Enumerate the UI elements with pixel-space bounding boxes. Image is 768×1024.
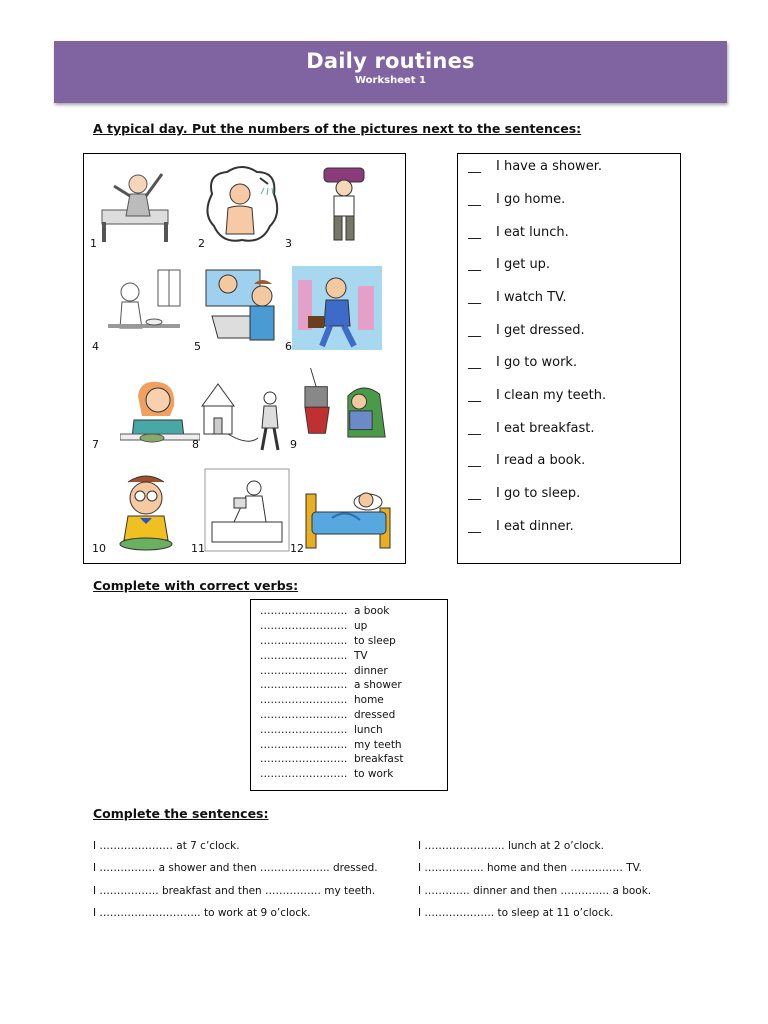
sentence-right-4: I ……………….. to sleep at 11 o’clock. [418,907,614,919]
answer-blank[interactable]: __ [468,192,481,207]
sentence-item [468,290,566,305]
verb-item [260,709,395,721]
verb-blank[interactable]: ……………………. [260,739,348,751]
verb-complement: to sleep [354,635,396,647]
answer-blank[interactable]: __ [468,159,481,174]
verb-item [260,724,383,736]
verb-item [260,665,388,677]
brushing-teeth-icon [202,266,282,350]
sentence-item [468,453,585,468]
sentence-text: I watch TV. [496,290,567,305]
answer-blank[interactable]: __ [468,290,481,305]
sentence-right-1: I ………………….. lunch at 2 o’clock. [418,840,604,852]
reading-book-icon [204,468,290,552]
verb-complement: a book [354,605,390,617]
eating-dinner-icon [106,470,186,554]
sentence-item [468,192,565,207]
verb-complement: up [354,620,368,632]
sentence-left-1: I ………………… at 7 c’clock. [93,840,240,852]
verb-complement: to work [354,768,394,780]
verb-blank[interactable]: ……………………. [260,679,348,691]
picture-number: 1 [90,237,97,250]
verb-item [260,635,396,647]
verb-complement: home [354,694,384,706]
sentence-left-2: I ……………. a shower and then ……………….. dressed. [93,862,378,874]
picture-number: 8 [192,438,199,451]
sentence-text: I have a shower. [496,159,602,174]
sentence-text: I clean my teeth. [496,388,607,403]
sentence-item [468,159,602,174]
sentence-text: I go to sleep. [496,486,581,501]
answer-blank[interactable]: __ [468,453,481,468]
sentence-item [468,388,606,403]
watching-tv-icon [298,368,394,452]
verb-complement: dinner [354,665,388,677]
answer-blank[interactable]: __ [468,257,481,272]
verb-item [260,768,393,780]
verb-blank[interactable]: ……………………. [260,635,348,647]
verb-item [260,739,402,751]
verb-item [260,605,389,617]
sentence-item [468,323,585,338]
verb-complement: TV [354,650,368,662]
verb-blank[interactable]: ……………………. [260,768,348,780]
verb-blank[interactable]: ……………………. [260,753,348,765]
section1-instruction: A typical day. Put the numbers of the pictures next to the sentences: [93,121,582,136]
sentence-item [468,486,580,501]
answer-blank[interactable]: __ [468,355,481,370]
sentence-left-4: I ……………………….. to work at 9 o’clock. [93,907,311,919]
sentence-item [468,355,577,370]
verb-item [260,650,368,662]
answer-blank[interactable]: __ [468,486,481,501]
sentence-text: I get dressed. [496,323,585,338]
sentence-left-3: I …………….. breakfast and then ……………. my teeth. [93,885,376,897]
getting-dressed-icon [306,162,386,246]
picture-number: 10 [92,542,106,555]
title-banner [54,41,727,103]
verb-blank[interactable]: ……………………. [260,665,348,677]
sentence-text: I read a book. [496,453,586,468]
answer-blank[interactable]: __ [468,388,481,403]
sentence-right-2: I …………….. home and then …………… TV. [418,862,642,874]
verb-item [260,620,367,632]
sentence-text: I go home. [496,192,566,207]
sentence-text: I eat lunch. [496,225,569,240]
verb-complement: my teeth [354,739,402,751]
sentences-box [457,153,681,564]
picture-number: 9 [290,438,297,451]
sentence-right-3: I …………. dinner and then ………….. a book. [418,885,652,897]
picture-number: 3 [285,237,292,250]
page-title: Daily routines [306,49,475,73]
verb-complement: breakfast [354,753,404,765]
picture-number: 12 [290,542,304,555]
verb-blank[interactable]: ……………………. [260,650,348,662]
verb-blank[interactable]: ……………………. [260,724,348,736]
pictures-box [83,153,406,564]
going-to-work-icon [292,266,382,350]
verb-complement: dressed [354,709,396,721]
picture-number: 4 [92,340,99,353]
answer-blank[interactable]: __ [468,421,481,436]
verb-blank[interactable]: ……………………. [260,709,348,721]
verb-complement: lunch [354,724,383,736]
sentence-item [468,421,595,436]
section3-heading: Complete the sentences: [93,806,269,821]
going-home-icon [198,376,298,460]
page-subtitle: Worksheet 1 [355,75,426,86]
verb-complement: a shower [354,679,402,691]
sentence-text: I get up. [496,257,551,272]
verb-item [260,753,403,765]
section2-heading: Complete with correct verbs: [93,578,299,593]
verb-blank[interactable]: ……………………. [260,694,348,706]
picture-number: 11 [191,542,205,555]
answer-blank[interactable]: __ [468,323,481,338]
sentence-item [468,225,569,240]
answer-blank[interactable]: __ [468,519,481,534]
verb-blank[interactable]: ……………………. [260,605,348,617]
picture-number: 7 [92,438,99,451]
sleeping-icon [302,468,394,552]
eating-breakfast-icon [104,266,184,350]
sentence-item [468,519,574,534]
picture-number: 2 [198,237,205,250]
eating-lunch-icon [120,376,200,460]
sentence-text: I eat dinner. [496,519,574,534]
verbs-box [250,599,448,791]
sentence-text: I eat breakfast. [496,421,595,436]
sentence-text: I go to work. [496,355,578,370]
sentence-item [468,257,550,272]
picture-number: 6 [285,340,292,353]
shower-icon [202,164,282,248]
verb-item [260,679,402,691]
verb-blank[interactable]: ……………………. [260,620,348,632]
waking-up-icon [96,164,176,248]
verb-item [260,694,384,706]
picture-number: 5 [194,340,201,353]
answer-blank[interactable]: __ [468,225,481,240]
